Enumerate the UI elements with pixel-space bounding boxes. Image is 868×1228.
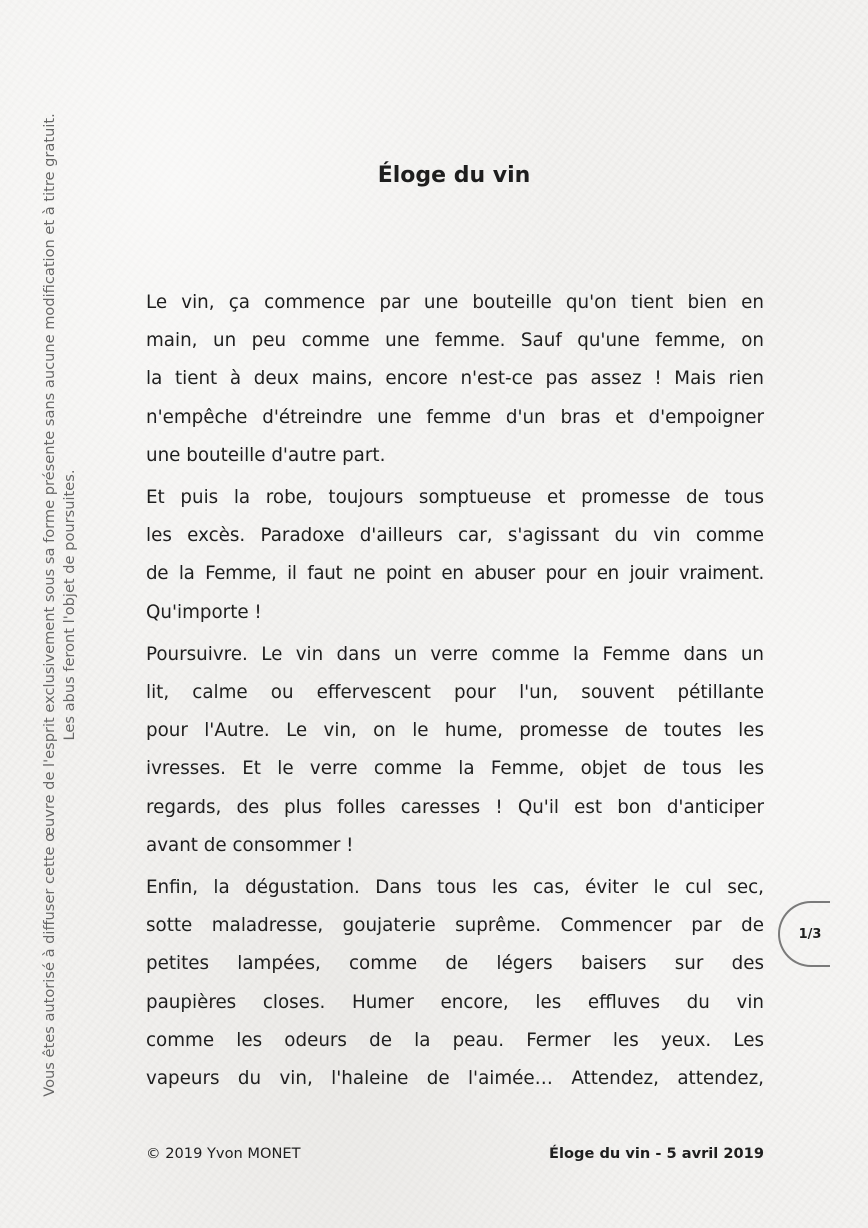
text-line: paupières closes. Humer encore, les effluves du vin [146,991,764,1013]
text-line: sotte maladresse, goujaterie suprême. Commencer par de [146,915,764,937]
text-line: Enfin, la dégustation. Dans tous les cas, éviter le cul sec, [146,877,764,899]
document-body [146,284,764,1102]
page-number-badge: 1/3 [778,901,830,967]
paragraph-3 [146,636,764,865]
text-line: une bouteille d'autre part. [146,444,386,466]
text-line: comme les odeurs de la peau. Fermer les yeux. Les [146,1029,764,1051]
copyright-notice-line-2: Les abus feront l'objet de poursuites. [61,469,78,741]
text-line: la tient à deux mains, encore n'est-ce pas assez ! Mais rien [146,368,764,390]
text-line: n'empêche d'étreindre une femme d'un bras et d'empoigner [146,406,764,428]
text-line: petites lampées, comme de légers baisers sur des [146,953,764,975]
footer-document-info: Éloge du vin - 5 avril 2019 [549,1145,764,1162]
copyright-notice [40,100,80,1110]
text-line: ivresses. Et le verre comme la Femme, objet de tous les [146,758,764,780]
footer-copyright: © 2019 Yvon MONET [146,1145,301,1162]
text-line: Et puis la robe, toujours somptueuse et promesse de tous [146,487,764,509]
text-line: vapeurs du vin, l'haleine de l'aimée… Attendez, attendez, [146,1068,764,1090]
text-line: lit, calme ou effervescent pour l'un, souvent pétillante [146,682,764,704]
text-line: Poursuivre. Le vin dans un verre comme la Femme dans un [146,643,764,665]
text-line: main, un peu comme une femme. Sauf qu'une femme, on [146,330,764,352]
text-line: regards, des plus folles caresses ! Qu'il est bon d'anticiper [146,796,764,818]
copyright-notice-line-1: Vous êtes autorisé à diffuser cette œuvre de l'esprit exclusivement sous sa forme présente sans aucune modification et à titre gratuit. [41,113,58,1097]
text-line: les excès. Paradoxe d'ailleurs car, s'agissant du vin comme [146,525,764,547]
text-line: Qu'importe ! [146,601,262,623]
paragraph-2 [146,479,764,632]
text-line: de la Femme, il faut ne point en abuser pour en jouir vraiment. [146,563,764,585]
document-title: Éloge du vin [377,163,531,188]
text-line: pour l'Autre. Le vin, on le hume, promesse de toutes les [146,720,764,742]
text-line: Le vin, ça commence par une bouteille qu'on tient bien en [146,292,764,313]
text-line: avant de consommer ! [146,834,354,856]
paragraph-1 [146,284,764,475]
paragraph-4 [146,869,764,1098]
